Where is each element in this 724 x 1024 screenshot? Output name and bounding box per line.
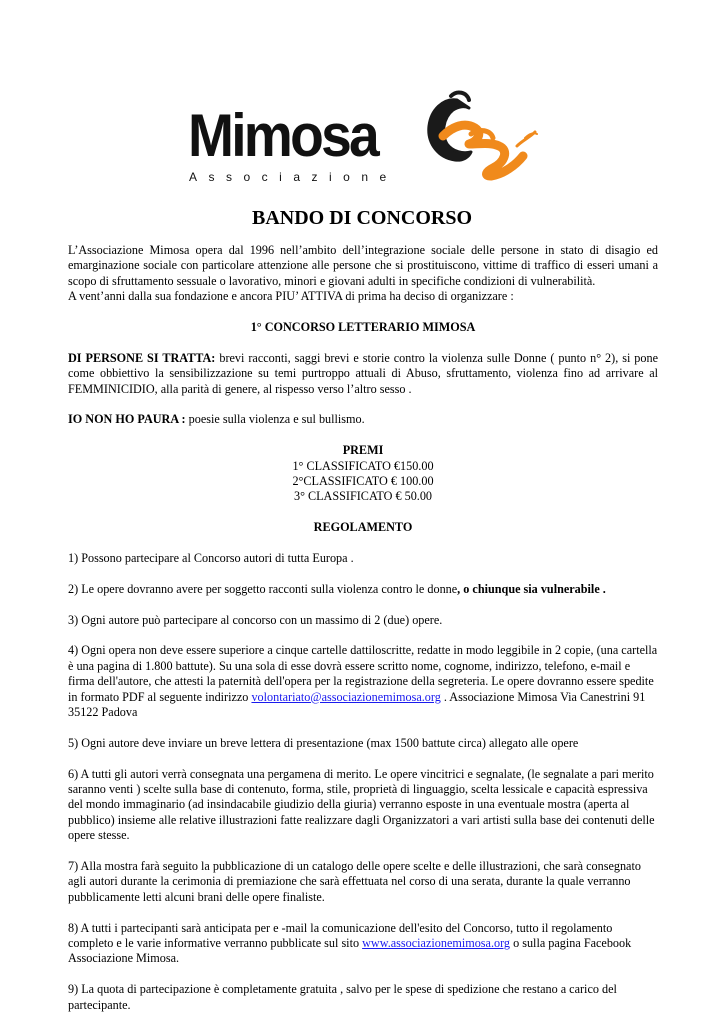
section-text: brevi racconti, saggi brevi e storie contro la violenza sulle Donne ( punto n° 2), si pone come obbiettivo la sensibilizzazione su temi purtroppo attuali di Abuso, sfruttamento, violenza fino ad arrivare al FEMMINICIDIO, alla parità di genere, al rispesso verso l’altro sesso . [68,350,659,396]
rule-6: 6) A tutti gli autori verrà consegnata una pergamena di merito. Le opere vincitrici e segnalate, (le segnalate a pari merito saranno venti ) scelte sulla base di contenuto, forma, stile, proprietà di linguaggio, scelta lessicale e capacità espressiva del mondo immaginario (ad insindacabile giudizio della giuria) verranno esposte in una eventuale mostra (aperta al pubblico) insieme alle relative illustrazioni fatte realizzare dagli Organizzatori a vari artisti sulla base dei contenuti delle opere stesse. [68,766,655,843]
rule-text: 4) Ogni opera non deve essere superiore a cinque cartelle dattiloscritte, redatte in modo leggibile in 2 copie, (una cartella è una pagina di 1.800 battute). Su una sola di esse dovrà essere scritto nome, cognome, indirizzo, telefono, e-mail e firma dell'autore, che attesti la paternità dell'opera per la registrazione della segreteria. Le opere dovranno essere spedite in formato PDF al seguente indirizzo [68,643,658,704]
logo-subtitle: Associazione [189,170,398,184]
rule-emphasis: , o chiunque sia vulnerabile . [457,581,606,596]
rule-7: 7) Alla mostra farà seguito la pubblicazione di un catalogo delle opere scelte e delle illustrazioni, che sarà consegnato agli autori durante la cerimonia di premiazione che sarà effettuata nel corso di una serata, durante la quale verranno pubblicamente letti alcuni brani delle opere finaliste. [68,859,641,904]
brush-swirl-icon [413,88,543,188]
section-di-persone [68,351,658,397]
rule-text: 2) Le opere dovranno avere per soggetto racconti sulla violenza contro le donne [68,581,458,596]
prize-item: 2°CLASSIFICATO € 100.00 [292,474,434,489]
rules-heading: REGOLAMENTO [313,520,413,535]
rule-1: 1) Possono partecipare al Concorso autori di tutta Europa . [68,551,354,566]
rule-4 [68,643,658,720]
prize-item: 3° CLASSIFICATO € 50.00 [293,489,433,504]
rule-9: 9) La quota di partecipazione è completamente gratuita , salvo per le spese di spedizione che restano a carico del partecipante. [68,982,617,1012]
mimosa-logo [185,88,545,188]
section-text: poesie sulla violenza e sul bullismo. [185,412,365,427]
logo-wordmark: Mimosa [188,102,377,169]
document-body [68,243,658,1013]
rule-text: o sulla pagina Facebook Associazione Mimosa. [68,936,632,966]
rule-5: 5) Ogni autore deve inviare un breve lettera di presentazione (max 1500 battute circa) allegato alle opere [68,735,579,750]
rule-3: 3) Ogni autore può partecipare al concorso con un massimo di 2 (due) opere. [68,612,443,627]
page-title: BANDO DI CONCORSO [251,207,473,229]
website-link[interactable]: www.associazionemimosa.org [362,936,511,951]
rule-text: . Associazione Mimosa Via Canestrini 91 35122 Padova [68,689,646,720]
section-label: IO NON HO PAURA : [68,412,186,427]
prizes-heading: PREMI [342,443,384,458]
email-link[interactable]: volontariato@associazionemimosa.org [251,689,441,704]
section-label: DI PERSONE SI TRATTA: [68,350,216,365]
prize-item: 1° CLASSIFICATO €150.00 [292,458,434,473]
rule-2 [68,582,658,597]
contest-title: 1° CONCORSO LETTERARIO MIMOSA [250,320,476,335]
rule-text: 8) A tutti i partecipanti sarà anticipata per e -mail la comunicazione dell'esito del Concorso, tutto il regolamento completo e le varie informative verranno pubblicate sul sito [68,920,613,951]
rule-8 [68,921,658,967]
intro-paragraph-2: A vent’anni dalla sua fondazione e ancora PIU’ ATTIVA di prima ha deciso di organizzare : [68,289,514,304]
section-io-non-ho-paura [68,412,658,427]
intro-paragraph: L’Associazione Mimosa opera dal 1996 nell’ambito dell’integrazione sociale delle persone in stato di disagio ed emarginazione sociale con particolare attenzione alle persone che si prostituiscono, vittime di traffico di esseri umani a scopo di sfruttamento sessuale o lavorativo, minori e giovani adulti in specifiche condizioni di vulnerabilità. [68,243,658,288]
